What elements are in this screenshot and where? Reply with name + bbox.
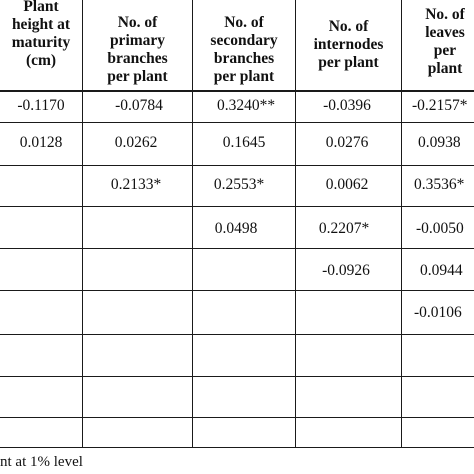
table-cell: 0.0128 [19,134,63,151]
table-cell: 0.0938 [418,134,461,151]
header-line: No. of [328,18,369,35]
row-divider [0,290,474,291]
table-cell: -0.2157* [412,97,468,114]
header-line: No. of [224,14,264,31]
table-cell: -0.0926 [322,262,370,279]
header-secondary-branches [193,6,295,94]
header-line: Plant [23,0,59,15]
row-divider [0,417,474,418]
header-line: (cm) [25,52,57,69]
row-divider [0,376,474,377]
row-divider [0,165,474,166]
table-cell: -0.0784 [115,97,163,114]
table-cell: 0.0062 [325,176,369,193]
header-leaves [402,0,474,86]
table-cell: 0.0276 [325,134,369,151]
table-cell: 0.3536* [414,176,465,193]
header-line: branches [107,50,168,67]
row-divider [0,248,474,249]
header-primary-branches [83,6,192,94]
header-line: plant [427,60,463,77]
table-cell: -0.1170 [17,97,65,114]
row-divider [0,122,474,123]
header-line: No. of [425,6,465,23]
table-cell: -0.0396 [323,97,371,114]
table-cell: 0.1645 [222,134,266,151]
table-cell: 0.0262 [114,134,158,151]
header-line: internodes [313,36,384,53]
table-cell: 0.0944 [420,262,463,279]
header-line: secondary [210,32,278,49]
header-plant-height [0,0,82,86]
header-line: per plant [318,54,379,71]
table-cell: 0.3240** [216,97,276,114]
header-line: per plant [213,68,275,85]
header-line: maturity [11,34,71,51]
row-divider [0,334,474,335]
row-divider [0,206,474,207]
header-line: leaves [425,24,465,41]
table-cell: 0.2207* [318,220,370,237]
table-cell: -0.0050 [416,220,464,237]
table-cell: 0.2553* [213,176,265,193]
table-footnote: nt at 1% level [0,454,83,470]
header-line: No. of [117,14,158,31]
table-bottom-rule [0,447,474,448]
table-cell: 0.2133* [110,176,162,193]
header-line: branches [213,50,275,67]
table-cell: -0.0106 [414,304,462,321]
header-line: per [433,42,457,59]
header-line: per plant [107,68,168,85]
header-line: primary [109,32,166,49]
header-internodes [296,1,401,89]
header-line: height at [11,16,71,33]
table-cell: 0.0498 [214,220,258,237]
